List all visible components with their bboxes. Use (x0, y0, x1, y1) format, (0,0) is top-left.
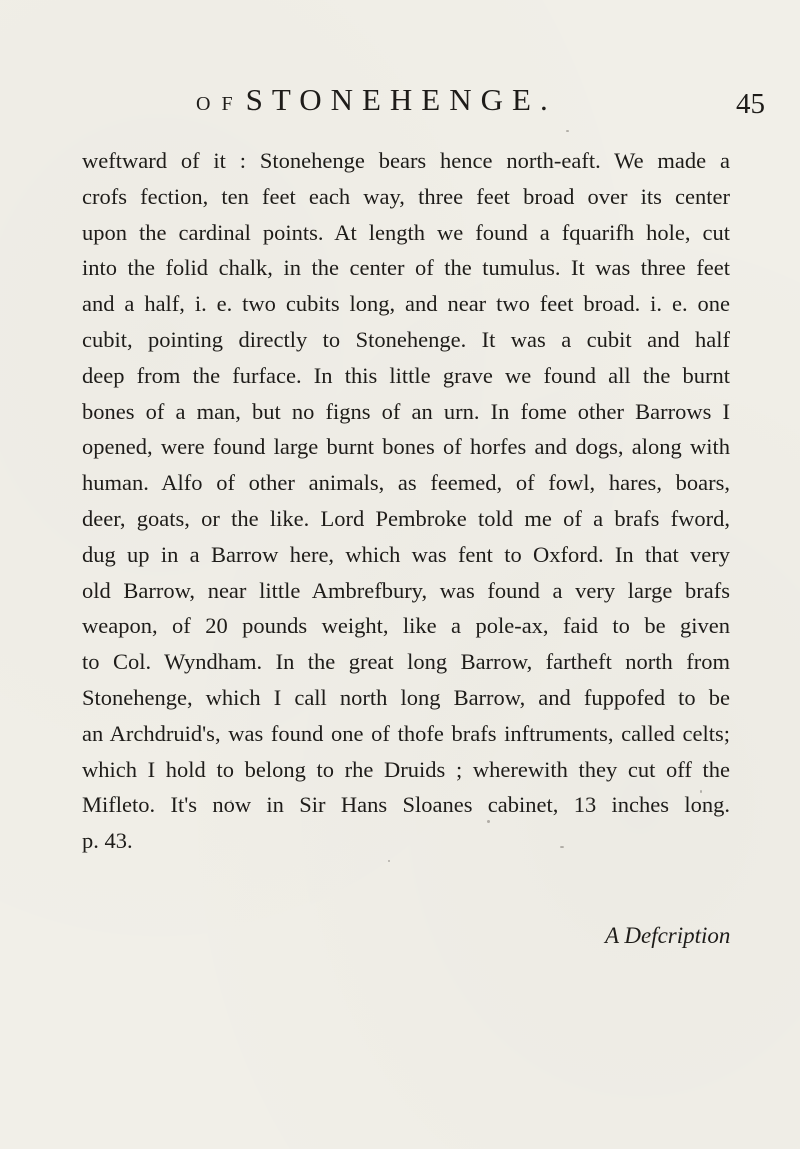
text-line: human. Alfo of other animals, as feemed, of fowl, hares, boars, (82, 470, 730, 496)
paper-speck (230, 800, 232, 802)
text-line: Stonehenge, which I call north long Barrow, and fuppofed to be (82, 684, 730, 710)
text-line: dug up in a Barrow here, which was fent to Oxford. In that very (82, 541, 730, 567)
paper-speck (700, 790, 702, 793)
text-line: weapon, of 20 pounds weight, like a pole-ax, faid to be given (82, 613, 730, 639)
text-line: upon the cardinal points. At length we found a fquarifh hole, cut (82, 219, 730, 245)
text-line: which I hold to belong to rhe Druids ; wherewith they cut off the (82, 756, 730, 782)
text-line: opened, were found large burnt bones of horfes and dogs, along with (82, 434, 730, 460)
paper-speck (487, 820, 490, 823)
page-reference: p. 43. (82, 828, 133, 854)
running-head-prefix: O F (196, 93, 236, 115)
paper-speck (566, 130, 569, 132)
text-line: Mifleto. It's now in Sir Hans Sloanes cabinet, 13 inches long. (82, 792, 730, 818)
running-head-title: STONEHENGE. (245, 82, 557, 117)
text-line: crofs fection, ten feet each way, three feet broad over its center (82, 183, 730, 209)
text-line: deep from the furface. In this little grave we found all the burnt (82, 362, 730, 388)
catchword: A Defcription (605, 923, 731, 948)
text-line: bones of a man, but no figns of an urn. In fome other Barrows I (82, 398, 730, 424)
running-head (196, 82, 557, 118)
text-line: weftward of it : Stonehenge bears hence north-eaft. We made a (82, 148, 730, 173)
page-number: 45 (736, 88, 765, 120)
body-text (82, 143, 730, 859)
text-line: an Archdruid's, was found one of thofe brafs inftruments, called celts; (82, 720, 730, 746)
text-line: into the folid chalk, in the center of the tumulus. It was three feet (82, 255, 730, 281)
text-line: deer, goats, or the like. Lord Pembroke told me of a brafs fword, (82, 505, 730, 531)
text-line: old Barrow, near little Ambrefbury, was found a very large brafs (82, 577, 730, 603)
text-line: and a half, i. e. two cubits long, and near two feet broad. i. e. one (82, 291, 730, 317)
text-line: cubit, pointing directly to Stonehenge. It was a cubit and half (82, 326, 730, 352)
paper-speck (388, 860, 390, 862)
paper-speck (560, 846, 564, 848)
text-line: to Col. Wyndham. In the great long Barrow, fartheft north from (82, 649, 730, 675)
